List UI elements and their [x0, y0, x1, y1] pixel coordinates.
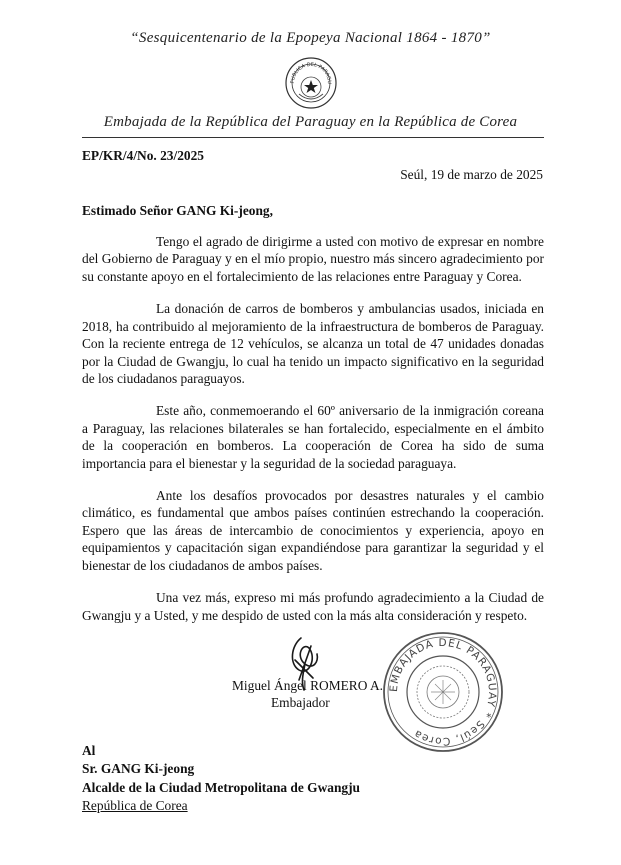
letterhead-motto: “Sesquicentenario de la Epopeya Nacional 1864 - 1870” [130, 30, 491, 46]
reference-number: EP/KR/4/No. 23/2025 [82, 148, 205, 163]
signature-block [0, 630, 621, 748]
recipient-position: Alcalde de la Ciudad Metropolitana de Gwangju [82, 779, 360, 795]
national-seal-icon [284, 56, 338, 110]
stamp-text: EMBAJADA DEL PARAGUAY * Seúl, Corea [387, 636, 499, 748]
letterhead-divider [82, 137, 544, 138]
letterhead-embassy-name: Embajada de la República del Paraguay en la República de Corea [103, 114, 518, 130]
date-line: Seúl, 19 de marzo de 2025 [400, 167, 543, 182]
embassy-stamp [381, 630, 505, 754]
seal-text: PUBLICA DEL PARAGU [289, 61, 333, 85]
body-paragraph: Una vez más, expreso mi más profundo agradecimiento a la Ciudad de Gwangju y a Usted, y me despido de usted con la más alta consideración y respeto. [82, 590, 544, 623]
body-paragraph: La donación de carros de bomberos y ambulancias usados, iniciada en 2018, ha contribuido al mejoramiento de la infraestructura de bomberos de Paraguay. Con la reciente entrega de 12 vehículos, se alcanza un total de 47 unidades donadas por la Ciudad de Gwangju, lo cual ha tenido un impacto significativo en la seguridad de los ciudadanos paraguayos. [82, 301, 544, 386]
signer-title: Embajador [271, 695, 330, 710]
letter-body [82, 233, 544, 639]
recipient-country: República de Corea [82, 798, 188, 814]
recipient-name: Sr. GANG Ki-jeong [82, 761, 195, 777]
salutation: Estimado Señor GANG Ki-jeong, [82, 203, 273, 218]
body-paragraph: Este año, conmemoerando el 60º aniversario de la inmigración coreana a Paraguay, las relaciones bilaterales se han fortalecido, especialmente en el ámbito de la cooperación en bomberos. La cooperación de Corea ha sido de suma importancia para el bienestar y la seguridad de la sociedad paraguaya. [82, 403, 544, 471]
body-paragraph: Ante los desafíos provocados por desastres naturales y el cambio climático, es fundamental que ambos países continúen estrechando la cooperación. Espero que las áreas de intercambio de conocimientos y experiencia, apoyo en equipamientos y capacitación sigan expandiéndose para garantizar la seguridad y el bienestar de los ciudadanos de ambos países. [82, 488, 544, 573]
body-paragraph: Tengo el agrado de dirigirme a usted con motivo de expresar en nombre del Gobierno de Paraguay y en el mío propio, nuestro más sincero agradecimiento por su constante apoyo en el fortalecimiento de las relaciones entre Paraguay y Corea. [82, 234, 544, 284]
recipient-block [82, 742, 360, 815]
signer-name: Miguel Ángel ROMERO A. [232, 678, 384, 693]
recipient-to: Al [82, 743, 96, 758]
